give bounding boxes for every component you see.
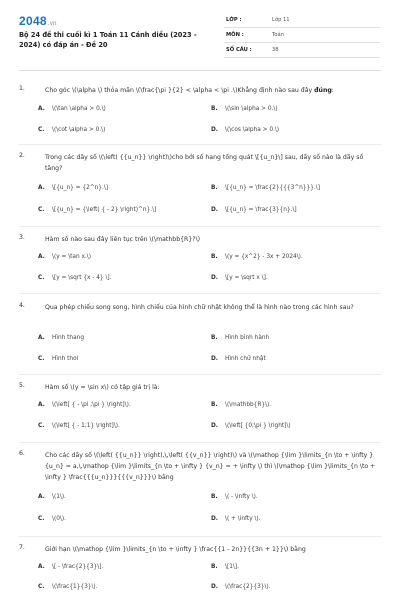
question-number: 6. bbox=[19, 450, 25, 457]
option-text: \(\cot \alpha > 0.\) bbox=[52, 127, 106, 133]
option-text: \[{u_n} = {\left( { - 2} \right)^n}.\] bbox=[52, 207, 157, 213]
option-text: \(y = {x^2} - 3x + 2024\). bbox=[225, 254, 303, 260]
option-text: Hình bình hành bbox=[225, 335, 270, 341]
question-text-part: Cho góc \(\alpha \) thỏa mãn \(\frac{\pi }{2} < \alpha < \pi .\)Khẳng định nào sau đây bbox=[45, 87, 315, 94]
question-number: 2. bbox=[19, 152, 25, 159]
question-text-part: : bbox=[331, 87, 334, 94]
option-letter: A. bbox=[38, 494, 45, 500]
option-text: \[{u_n} = {2^n}.\] bbox=[52, 185, 109, 191]
option-a[interactable] bbox=[38, 335, 84, 341]
option-letter: B. bbox=[211, 402, 218, 408]
option-text: \(\left[ { - 1;1} \right]\). bbox=[52, 423, 120, 429]
option-letter: B. bbox=[211, 564, 218, 570]
option-b[interactable] bbox=[211, 335, 269, 341]
question-separator bbox=[19, 536, 381, 537]
option-text: \(\left[ { - \pi ;\pi } \right]\). bbox=[52, 402, 131, 408]
option-c[interactable] bbox=[38, 356, 78, 362]
option-text: Hình chữ nhật bbox=[225, 356, 266, 362]
question-separator bbox=[19, 293, 381, 294]
option-text: \[y = \sqrt x \]. bbox=[225, 275, 268, 281]
question-number: 4. bbox=[19, 302, 25, 309]
option-letter: A. bbox=[38, 564, 45, 570]
option-letter: C. bbox=[38, 207, 45, 213]
option-letter: B. bbox=[211, 254, 218, 260]
option-text: \(y = \tan x.\) bbox=[52, 254, 91, 260]
logo-number: 2048 bbox=[19, 14, 47, 28]
option-d[interactable] bbox=[211, 516, 261, 522]
option-c[interactable] bbox=[38, 423, 120, 429]
option-letter: B. bbox=[211, 106, 218, 112]
option-text: \(\frac{2}{3}\). bbox=[225, 584, 271, 590]
info-key: SỐ CÂU : bbox=[224, 43, 270, 58]
option-d[interactable] bbox=[211, 275, 268, 281]
question-separator bbox=[19, 144, 381, 145]
option-letter: C. bbox=[38, 127, 45, 133]
option-d[interactable] bbox=[211, 423, 291, 429]
info-value: Toán bbox=[270, 28, 380, 43]
option-letter: B. bbox=[211, 335, 218, 341]
option-b[interactable] bbox=[211, 402, 271, 408]
option-text: \(\mathbb{R}\). bbox=[225, 402, 272, 408]
option-text: \(\frac{1}{3}\). bbox=[52, 584, 98, 590]
option-b[interactable] bbox=[211, 185, 320, 191]
option-letter: A. bbox=[38, 185, 45, 191]
option-text: \[ - \frac{2}{3}\]. bbox=[52, 564, 104, 570]
option-text: \[y = \sqrt {x - 4} \]. bbox=[52, 275, 112, 281]
site-logo[interactable] bbox=[19, 14, 57, 28]
option-text: \[1\]. bbox=[225, 564, 239, 570]
option-text: \(\left[ {0;\pi } \right]\) bbox=[225, 423, 291, 429]
question-separator bbox=[19, 442, 381, 443]
header-divider bbox=[19, 70, 381, 71]
option-d[interactable] bbox=[211, 356, 266, 362]
option-c[interactable] bbox=[38, 584, 98, 590]
question-text bbox=[45, 234, 380, 245]
option-b[interactable] bbox=[211, 494, 258, 500]
option-letter: D. bbox=[211, 127, 219, 133]
option-letter: C. bbox=[38, 356, 45, 362]
option-c[interactable] bbox=[38, 207, 156, 213]
info-row-subject bbox=[224, 28, 380, 43]
question-text bbox=[45, 382, 380, 393]
option-text: \( + \infty \). bbox=[225, 516, 261, 522]
option-a[interactable] bbox=[38, 254, 91, 260]
info-row-count bbox=[224, 43, 380, 58]
option-a[interactable] bbox=[38, 402, 131, 408]
option-text: \[{u_n} = \frac{2}{{{3^n}}}.\] bbox=[225, 185, 320, 191]
question-text-part: Cho các dãy số \(\left( {{u_n}} \right),\,\left( {{v_n}} \right)\) và \(\mathop {\lim }\limits_{n \to + \infty } {u_n} = a,\,\mathop {\lim }\limits_{n \to + \infty } {v_n} = + \infty \) thì \(\mathop {\lim }\limits_{n \to + \infty } \frac{{{u_n}}}{{{v_n}}}\) bằng bbox=[45, 452, 376, 481]
option-a[interactable] bbox=[38, 185, 108, 191]
option-text: Hình thang bbox=[52, 335, 85, 341]
option-letter: D. bbox=[211, 423, 219, 429]
option-text: \( - \infty \). bbox=[225, 494, 258, 500]
question-text bbox=[45, 450, 380, 483]
option-letter: B. bbox=[211, 185, 218, 191]
option-letter: C. bbox=[38, 516, 45, 522]
question-text-part: Hàm số \(y = \sin x\) có tập giá trị là: bbox=[45, 384, 160, 391]
exam-title: Bộ 24 đề thi cuối kì 1 Toán 11 Cánh diều (2023 - 2024) có đáp án - Đề 20 bbox=[19, 31, 197, 49]
question-separator bbox=[19, 226, 381, 227]
question-text bbox=[45, 544, 380, 555]
option-a[interactable] bbox=[38, 106, 106, 112]
option-letter: A. bbox=[38, 402, 45, 408]
option-c[interactable] bbox=[38, 275, 112, 281]
question-number: 5. bbox=[19, 382, 25, 389]
option-d[interactable] bbox=[211, 584, 271, 590]
page-header bbox=[0, 0, 400, 62]
option-letter: C. bbox=[38, 275, 45, 281]
question-text-part: Hàm số nào sau đây liên tục trên \(\mathbb{R}?\) bbox=[45, 236, 201, 243]
option-c[interactable] bbox=[38, 516, 66, 522]
info-row-class bbox=[224, 13, 380, 28]
option-text: \(0\). bbox=[52, 516, 66, 522]
question-number: 7. bbox=[19, 544, 25, 551]
option-letter: A. bbox=[38, 335, 45, 341]
option-text: \[{u_n} = \frac{3}{n}.\] bbox=[225, 207, 297, 213]
option-text: \(1\). bbox=[52, 494, 66, 500]
info-key: MÔN : bbox=[224, 28, 270, 43]
question-text bbox=[45, 152, 380, 174]
exam-info-table bbox=[224, 13, 380, 58]
option-letter: D. bbox=[211, 356, 219, 362]
question-text-part: Qua phép chiếu song song, hình chiếu của hình chữ nhật không thể là hình nào trong các hình sau? bbox=[45, 304, 354, 311]
option-letter: D. bbox=[211, 516, 219, 522]
option-text: Hình thoi bbox=[52, 356, 79, 362]
option-text: \(\sin \alpha > 0.\) bbox=[225, 106, 278, 112]
option-letter: D. bbox=[211, 275, 219, 281]
option-d[interactable] bbox=[211, 127, 279, 133]
question-separator bbox=[19, 374, 381, 375]
info-key: LỚP : bbox=[224, 13, 270, 28]
option-b[interactable] bbox=[211, 564, 239, 570]
question-number: 1. bbox=[19, 85, 25, 92]
question-number: 3. bbox=[19, 234, 25, 241]
option-letter: A. bbox=[38, 106, 45, 112]
option-letter: D. bbox=[211, 584, 219, 590]
logo-tld: .vn bbox=[47, 21, 57, 27]
option-letter: D. bbox=[211, 207, 219, 213]
option-d[interactable] bbox=[211, 207, 297, 213]
question-text-part: Giới hạn \(\mathop {\lim }\limits_{n \to + \infty } \frac{{1 - 2n}}{{3n + 1}}\) bằng bbox=[45, 546, 306, 553]
option-b[interactable] bbox=[211, 106, 278, 112]
option-letter: B. bbox=[211, 494, 218, 500]
option-a[interactable] bbox=[38, 494, 66, 500]
option-letter: C. bbox=[38, 584, 45, 590]
option-letter: A. bbox=[38, 254, 45, 260]
option-b[interactable] bbox=[211, 254, 303, 260]
question-text bbox=[45, 85, 380, 96]
option-text: \(\cos \alpha > 0.\) bbox=[225, 127, 280, 133]
info-value: Lớp 11 bbox=[270, 13, 380, 28]
question-text-emphasis: đúng bbox=[314, 87, 332, 94]
question-text-part: Trong các dãy số \(\left( {{u_n}} \right)\)cho bởi số hạng tổng quát \[{u_n}\] sau, dãy số nào là dãy số tăng? bbox=[45, 154, 364, 172]
option-letter: C. bbox=[38, 423, 45, 429]
info-value: 38 bbox=[270, 43, 380, 58]
question-text bbox=[45, 302, 380, 313]
option-a[interactable] bbox=[38, 564, 103, 570]
option-c[interactable] bbox=[38, 127, 105, 133]
option-text: \(\tan \alpha > 0.\) bbox=[52, 106, 106, 112]
